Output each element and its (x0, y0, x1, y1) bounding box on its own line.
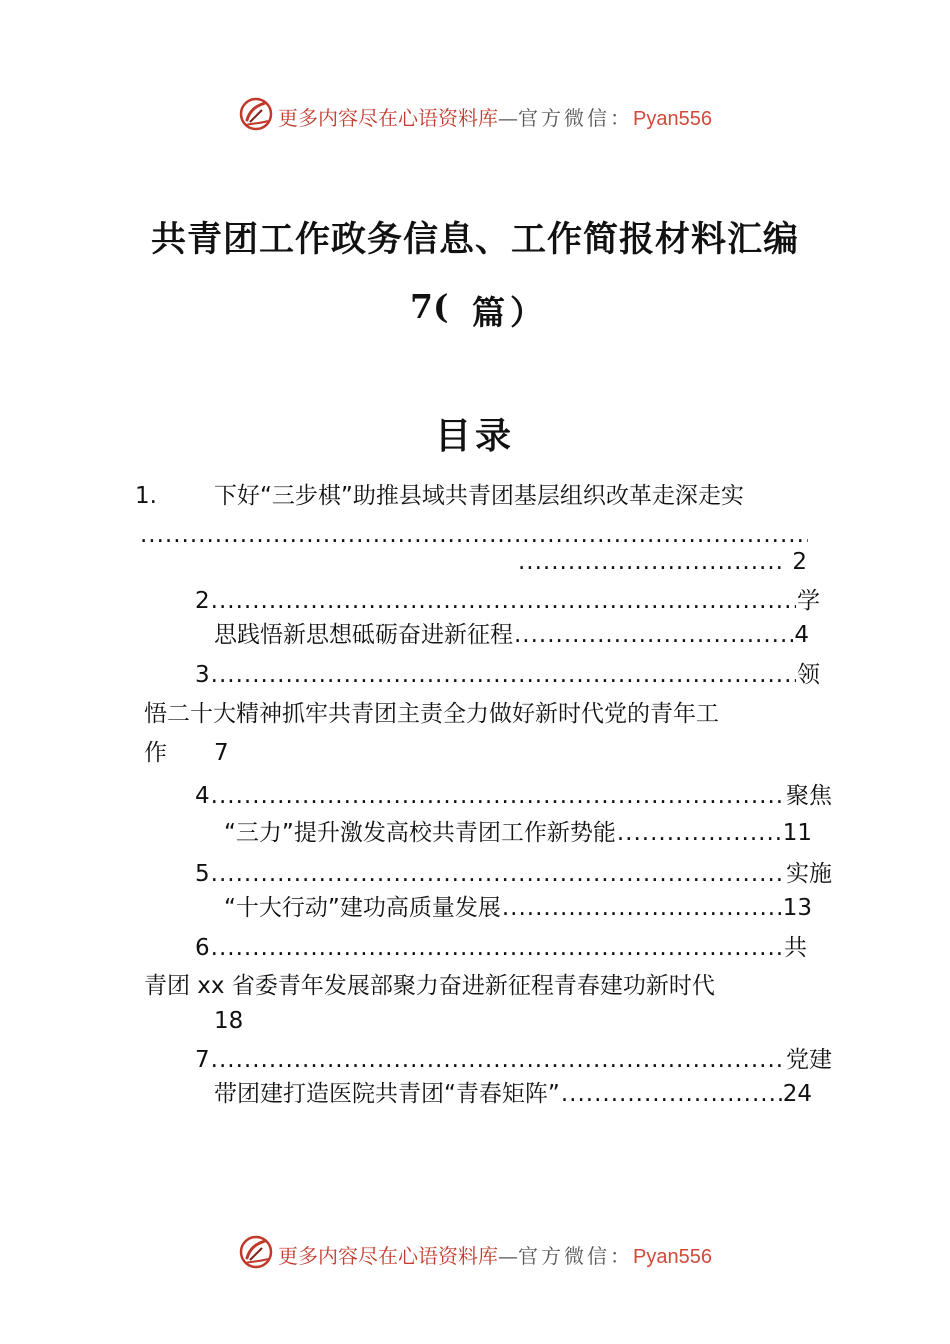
toc-4-page[interactable]: 11 (782, 820, 812, 846)
toc-2-number: 2 (195, 588, 210, 614)
header-brand-line (278, 102, 712, 131)
toc-7-row-2 (214, 1079, 812, 1109)
toc-5-row (195, 859, 832, 889)
toc-7-title-tail[interactable]: 带团建打造医院共青团“青春矩阵” (214, 1081, 560, 1107)
toc-6-number: 6 (195, 935, 210, 961)
toc-5-leader-dots-2 (502, 893, 782, 923)
toc-4-row-2 (224, 818, 812, 848)
footer-pen-signature-logo-icon (238, 1234, 274, 1270)
toc-1-page[interactable]: 2 (792, 549, 807, 575)
toc-7-page[interactable]: 24 (782, 1081, 812, 1107)
toc-7-leader-dots (211, 1045, 785, 1075)
toc-1-title[interactable]: 下好“三步棋”助推县域共青团基层组织改革走深走实 (214, 483, 744, 509)
subtitle-word: 篇 (472, 293, 505, 332)
footer-brand-line (278, 1240, 712, 1269)
toc-7-number: 7 (195, 1047, 210, 1073)
toc-2-row (195, 586, 820, 616)
toc-5-leader-dots (211, 859, 785, 889)
footer-wechat-id: Pyan556 (633, 1246, 712, 1268)
toc-2-title-tail[interactable]: 思践悟新思想砥砺奋进新征程 (214, 622, 513, 648)
toc-2-title-head[interactable]: 学 (797, 588, 820, 614)
pen-signature-logo-icon (238, 96, 274, 132)
header-separator: — (498, 106, 518, 130)
toc-2-row-2 (214, 620, 809, 650)
header-wechat-label: 官方微信： (518, 106, 633, 130)
toc-4-leader-dots (211, 781, 785, 811)
document-title: 共青团工作政务信息、工作简报材料汇编 (150, 219, 799, 260)
header-brand (238, 96, 758, 136)
toc-3-row (195, 660, 820, 690)
toc-4-title-head[interactable]: 聚焦 (786, 783, 832, 809)
toc-3-title-line2[interactable]: 悟二十大精神抓牢共青团主责全力做好新时代党的青年工 (144, 701, 719, 727)
toc-4-leader-dots-2 (617, 818, 782, 848)
header-wechat-id: Pyan556 (633, 108, 712, 130)
toc-1-leader-dots (140, 520, 808, 550)
toc-4-title-tail[interactable]: “三力”提升激发高校共青团工作新势能 (224, 820, 616, 846)
toc-1-page-row (517, 547, 807, 577)
toc-4-row (195, 781, 832, 811)
toc-5-title-tail[interactable]: “十大行动”建功高质量发展 (224, 895, 501, 921)
footer-brand (238, 1234, 758, 1274)
footer-separator: — (498, 1244, 518, 1268)
toc-2-leader-dots (211, 586, 796, 616)
toc-6-page[interactable]: 18 (214, 1008, 244, 1034)
footer-brand-text: 更多内容尽在心语资料库 (278, 1244, 498, 1268)
toc-heading: 目录 (434, 415, 515, 457)
toc-7-title-head[interactable]: 党建 (786, 1047, 832, 1073)
toc-3-page[interactable]: 7 (214, 740, 229, 766)
toc-6-leader-dots (211, 933, 783, 963)
toc-3-number: 3 (195, 662, 210, 688)
toc-5-number: 5 (195, 861, 210, 887)
header-brand-text: 更多内容尽在心语资料库 (278, 106, 498, 130)
subtitle-close: ） (510, 293, 543, 332)
toc-6-title-line2[interactable]: 青团 xx 省委青年发展部聚力奋进新征程青春建功新时代 (144, 973, 715, 999)
toc-3-leader-dots (211, 660, 796, 690)
toc-5-title-head[interactable]: 实施 (786, 861, 832, 887)
toc-5-row-2 (224, 893, 812, 923)
toc-3-title-head[interactable]: 领 (797, 662, 820, 688)
footer-wechat-label: 官方微信： (518, 1244, 633, 1268)
toc-2-leader-dots-2 (514, 620, 793, 650)
toc-7-row (195, 1045, 832, 1075)
toc-5-page[interactable]: 13 (782, 895, 812, 921)
toc-6-title-head[interactable]: 共 (784, 935, 807, 961)
toc-1-leader-dots-2 (518, 547, 783, 577)
subtitle-count: 7( (410, 287, 449, 326)
toc-7-leader-dots-2 (561, 1079, 782, 1109)
toc-2-page[interactable]: 4 (794, 622, 809, 648)
toc-6-row (195, 933, 807, 963)
toc-3-title-line3[interactable]: 作 (144, 740, 167, 766)
toc-4-number: 4 (195, 783, 210, 809)
toc-1-number: 1. (135, 483, 157, 509)
